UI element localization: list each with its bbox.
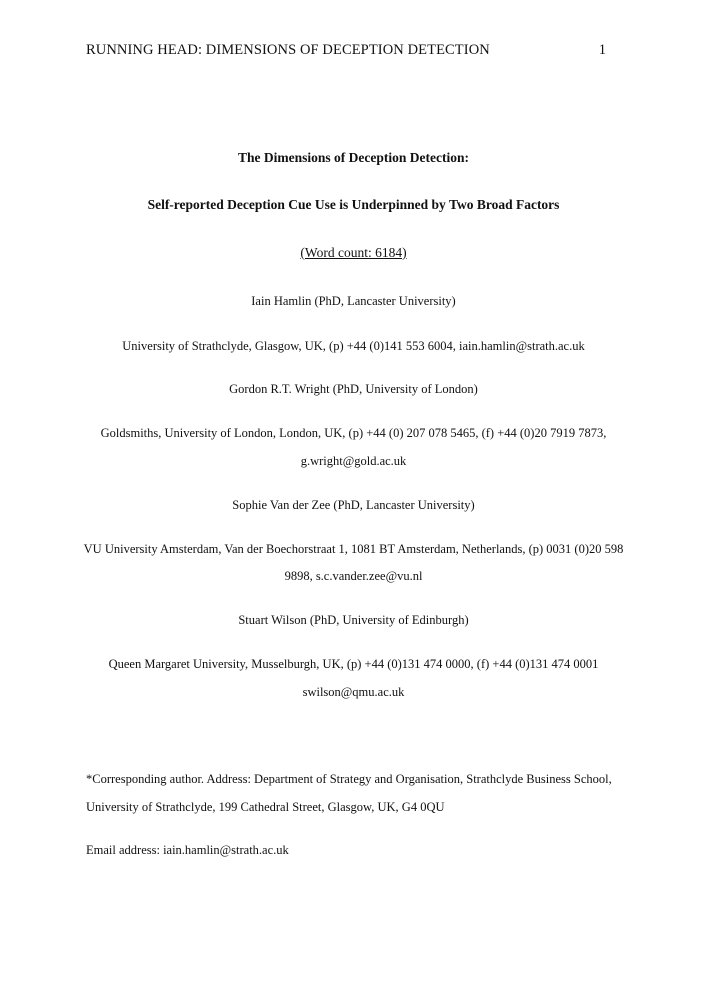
- author-name-4: Stuart Wilson (PhD, University of Edinburgh): [238, 613, 469, 627]
- page-number: 1: [598, 42, 606, 58]
- paper-title-line-2: Self-reported Deception Cue Use is Underpinned by Two Broad Factors: [147, 197, 560, 212]
- author-affiliation-2-line-1: Goldsmiths, University of London, London, UK, (p) +44 (0) 207 078 5465, (f) +44 (0)20 7919 7873,: [100, 426, 607, 440]
- author-affiliation-1: University of Strathclyde, Glasgow, UK, (p) +44 (0)141 553 6004, iain.hamlin@strath.ac.uk: [122, 339, 585, 353]
- correspondence-email: Email address: iain.hamlin@strath.ac.uk: [86, 843, 289, 857]
- author-affiliation-4-line-1: Queen Margaret University, Musselburgh, UK, (p) +44 (0)131 474 0000, (f) +44 (0)131 474 0001: [108, 657, 599, 671]
- author-name-3: Sophie Van der Zee (PhD, Lancaster University): [232, 498, 475, 512]
- author-affiliation-3-line-2: 9898, s.c.vander.zee@vu.nl: [284, 569, 423, 583]
- word-count: (Word count: 6184): [300, 245, 407, 260]
- author-affiliation-4-line-2: swilson@qmu.ac.uk: [302, 685, 405, 699]
- paper-title-line-1: The Dimensions of Deception Detection:: [238, 150, 469, 165]
- correspondence-line-1: *Corresponding author. Address: Department of Strategy and Organisation, Strathclyde Business School,: [86, 772, 612, 786]
- running-head: RUNNING HEAD: DIMENSIONS OF DECEPTION DETECTION: [86, 42, 490, 58]
- author-name-1: Iain Hamlin (PhD, Lancaster University): [251, 294, 456, 308]
- correspondence-line-2: University of Strathclyde, 199 Cathedral Street, Glasgow, UK, G4 0QU: [86, 800, 445, 814]
- author-affiliation-3-line-1: VU University Amsterdam, Van der Boechorstraat 1, 1081 BT Amsterdam, Netherlands, (p) 0031 (0)20 598: [83, 542, 624, 556]
- author-name-2: Gordon R.T. Wright (PhD, University of London): [229, 382, 478, 396]
- author-affiliation-2-line-2: g.wright@gold.ac.uk: [300, 454, 407, 468]
